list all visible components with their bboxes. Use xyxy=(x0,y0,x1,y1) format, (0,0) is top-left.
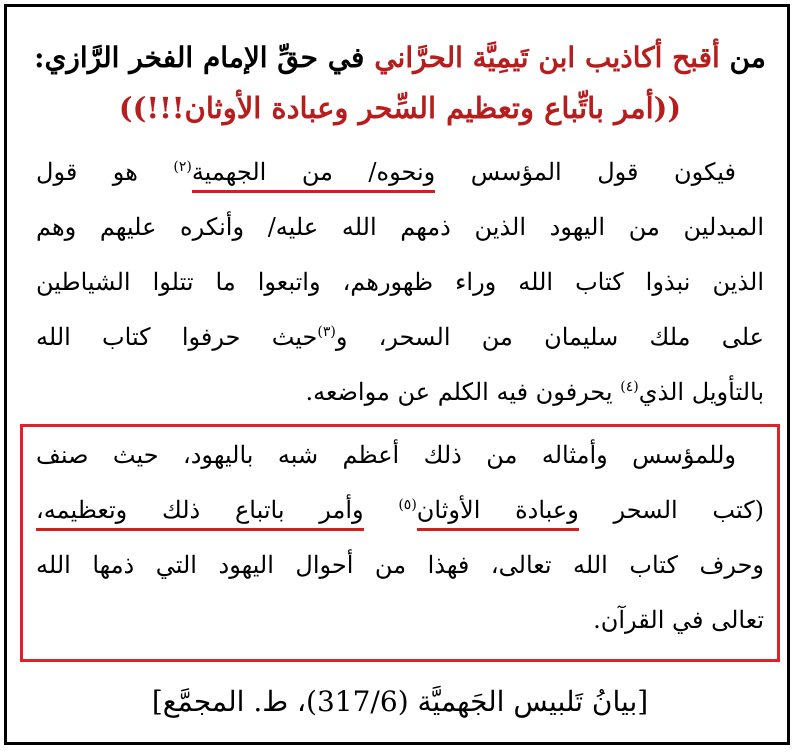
text-run xyxy=(364,496,399,524)
quote-paragraph-1 xyxy=(36,145,764,420)
footnote-marker: (٣) xyxy=(317,324,336,340)
title-suffix: في حقِّ الإمام الفخر الرَّازي: xyxy=(34,41,375,74)
paragraph-line xyxy=(36,145,764,200)
text-run: (كتب السحر xyxy=(578,496,764,524)
paragraph-line xyxy=(36,365,764,420)
paragraph-line xyxy=(36,483,764,538)
text-run: يحرفون فيه الكلم عن مواضعه. xyxy=(305,378,621,406)
footnote-marker: (٤) xyxy=(620,379,639,395)
paragraph-line: الذين نبذوا كتاب الله وراء ظهورهم، واتبعوا ما تتلوا الشياطين xyxy=(36,268,764,296)
paragraph-line: وللمؤسس وأمثاله من ذلك أعظم شبه باليهود، حيث صنف xyxy=(36,441,736,469)
footnote-marker: (٥) xyxy=(398,497,417,513)
quote-paragraph-2 xyxy=(36,428,764,648)
text-run: فيكون قول المؤسس xyxy=(435,158,736,186)
footnote-marker: (٢) xyxy=(173,159,192,175)
page-title xyxy=(20,38,780,78)
page-subtitle: ((أمر باتِّباع وتعظيم السِّحر وعبادة الأوثان!!!)) xyxy=(118,91,682,125)
underlined-phrase: وأمر باتباع ذلك وتعظيمه، xyxy=(36,496,364,531)
text-run: حيث حرفوا كتاب الله xyxy=(36,323,318,351)
paragraph-line: المبدلين من اليهود الذين ذمهم الله عليه/ وأنكره عليهم وهم xyxy=(36,213,764,241)
text-run: على ملك سليمان من السحر، و xyxy=(335,323,764,351)
underlined-phrase: ونحوه/ من الجهمية xyxy=(192,158,435,193)
title-highlight: أقبح أكاذيب ابن تَيمِيَّة الحرَّاني xyxy=(374,41,720,74)
paragraph-line: تعالى في القرآن. xyxy=(593,606,764,634)
title-prefix: من xyxy=(719,41,766,74)
text-run: هو قول xyxy=(36,158,174,186)
underlined-phrase: وعبادة الأوثان xyxy=(417,496,579,531)
paragraph-line xyxy=(36,310,764,365)
source-reference: [بيانُ تَلبيس الجَهميَّة (317/6)، ط. المجمَّع] xyxy=(151,685,649,718)
paragraph-line: وحرف كتاب الله تعالى، فهذا من أحوال اليهود التي ذمها الله xyxy=(36,551,764,579)
text-run: بالتأويل الذي xyxy=(638,378,764,406)
